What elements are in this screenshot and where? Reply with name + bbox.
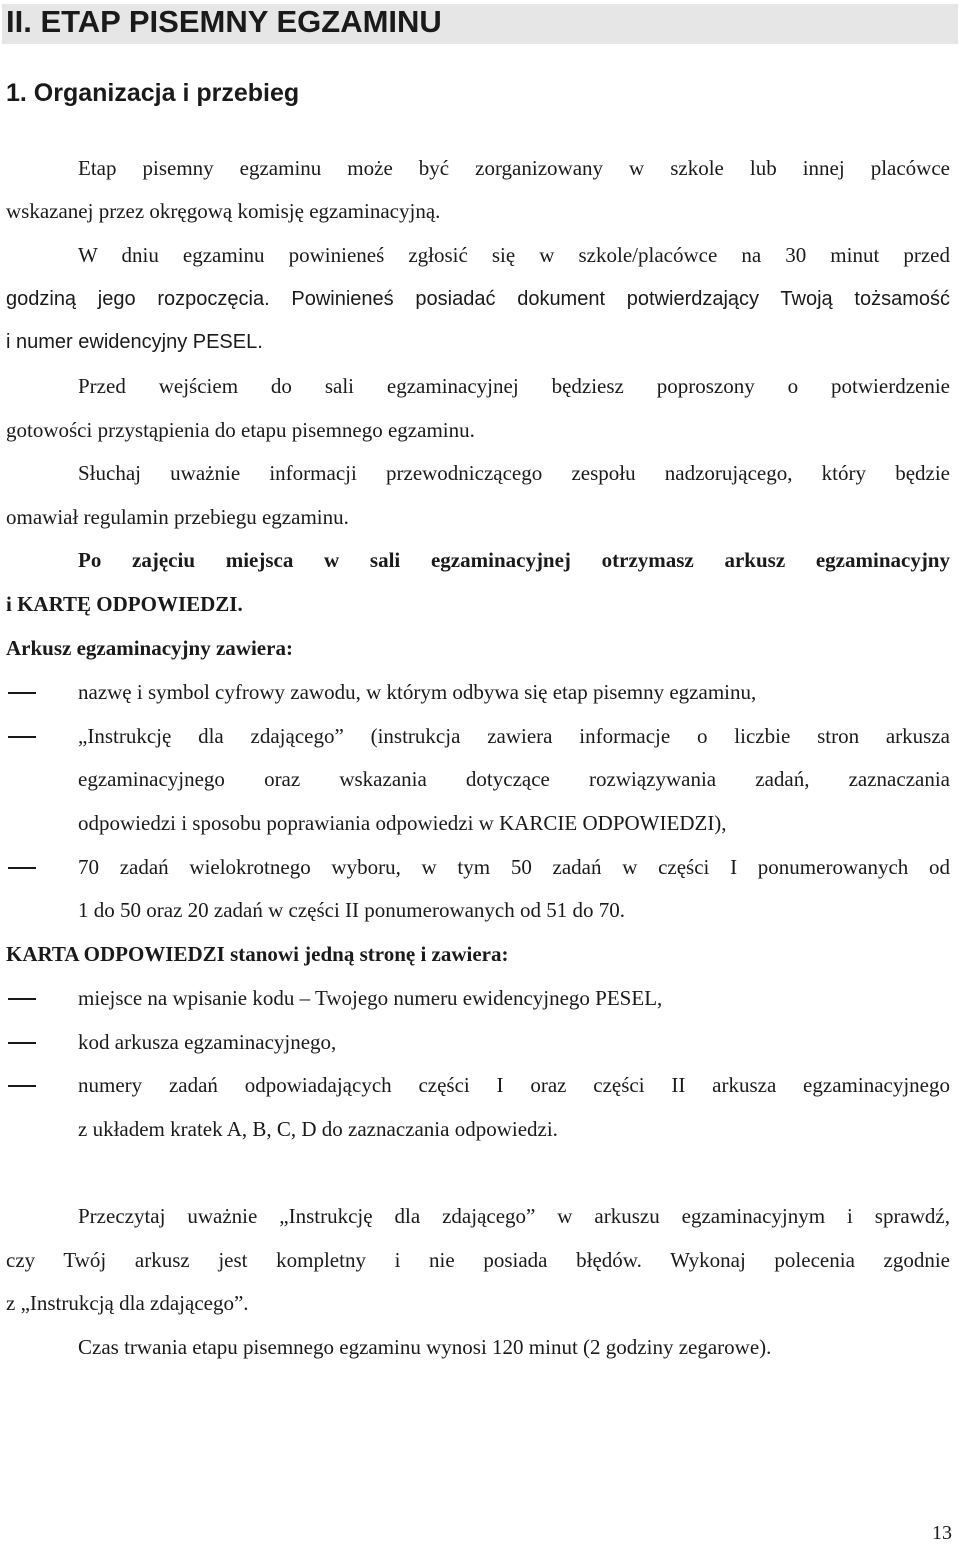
paragraph-line: Czas trwania etapu pisemnego egzaminu wynosi 120 minut (2 godziny zegarowe). bbox=[78, 1335, 772, 1359]
list-item-continuation: odpowiedzi i sposobu poprawiania odpowiedzi w KARCIE ODPOWIEDZI), bbox=[78, 811, 727, 835]
paragraph-line: Po zajęciu miejsca w sali egzaminacyjnej otrzymasz arkusz egzaminacyjny bbox=[78, 548, 950, 572]
chapter-title: II. ETAP PISEMNY EGZAMINU bbox=[6, 4, 442, 39]
list-item: 70 zadań wielokrotnego wyboru, w tym 50 zadań w części I ponumerowanych od bbox=[78, 855, 950, 879]
section-title: 1. Organizacja i przebieg bbox=[6, 79, 300, 107]
list-dash bbox=[8, 867, 36, 869]
list-item-continuation: z układem kratek A, B, C, D do zaznaczania odpowiedzi. bbox=[78, 1117, 558, 1141]
paragraph-line: Przeczytaj uważnie „Instrukcję dla zdającego” w arkuszu egzaminacyjnym i sprawdź, bbox=[78, 1204, 950, 1228]
list-dash bbox=[8, 736, 36, 738]
paragraph-line: Przed wejściem do sali egzaminacyjnej będziesz poproszony o potwierdzenie bbox=[78, 374, 950, 398]
list-item: „Instrukcję dla zdającego” (instrukcja zawiera informacje o liczbie stron arkusza bbox=[78, 724, 950, 748]
list-item: numery zadań odpowiadających części I oraz części II arkusza egzaminacyjnego bbox=[78, 1073, 950, 1097]
list-item-continuation: 1 do 50 oraz 20 zadań w części II ponumerowanych od 51 do 70. bbox=[78, 898, 625, 922]
paragraph-line: z „Instrukcją dla zdającego”. bbox=[6, 1291, 249, 1315]
paragraph-line: wskazanej przez okręgową komisję egzaminacyjną. bbox=[6, 199, 441, 223]
paragraph-line: godziną jego rozpoczęcia. Powinieneś posiadać dokument potwierdzający Twoją tożsamość bbox=[6, 288, 950, 310]
paragraph-line: Etap pisemny egzaminu może być zorganizowany w szkole lub innej placówce bbox=[78, 156, 950, 180]
paragraph-line: i KARTĘ ODPOWIEDZI. bbox=[6, 592, 243, 616]
paragraph-line: Słuchaj uważnie informacji przewodniczącego zespołu nadzorującego, który będzie bbox=[78, 461, 950, 485]
list-item: kod arkusza egzaminacyjnego, bbox=[78, 1030, 337, 1054]
list-dash bbox=[8, 1085, 36, 1087]
paragraph-line: czy Twój arkusz jest kompletny i nie posiada błędów. Wykonaj polecenia zgodnie bbox=[6, 1248, 950, 1272]
list-item: nazwę i symbol cyfrowy zawodu, w którym odbywa się etap pisemny egzaminu, bbox=[78, 680, 757, 704]
page-number: 13 bbox=[932, 1522, 952, 1544]
paragraph-line: gotowości przystąpienia do etapu pisemnego egzaminu. bbox=[6, 418, 475, 442]
list-dash bbox=[8, 692, 36, 694]
paragraph-line: omawiał regulamin przebiegu egzaminu. bbox=[6, 505, 349, 529]
list-dash bbox=[8, 998, 36, 1000]
arkusz-heading: Arkusz egzaminacyjny zawiera: bbox=[6, 636, 293, 660]
karta-heading: KARTA ODPOWIEDZI stanowi jedną stronę i zawiera: bbox=[6, 942, 509, 966]
paragraph-line: W dniu egzaminu powinieneś zgłosić się w szkole/placówce na 30 minut przed bbox=[78, 243, 950, 267]
list-dash bbox=[8, 1042, 36, 1044]
paragraph-line: i numer ewidencyjny PESEL. bbox=[6, 331, 263, 353]
list-item: miejsce na wpisanie kodu – Twojego numeru ewidencyjnego PESEL, bbox=[78, 986, 663, 1010]
list-item-continuation: egzaminacyjnego oraz wskazania dotyczące rozwiązywania zadań, zaznaczania bbox=[78, 767, 950, 791]
